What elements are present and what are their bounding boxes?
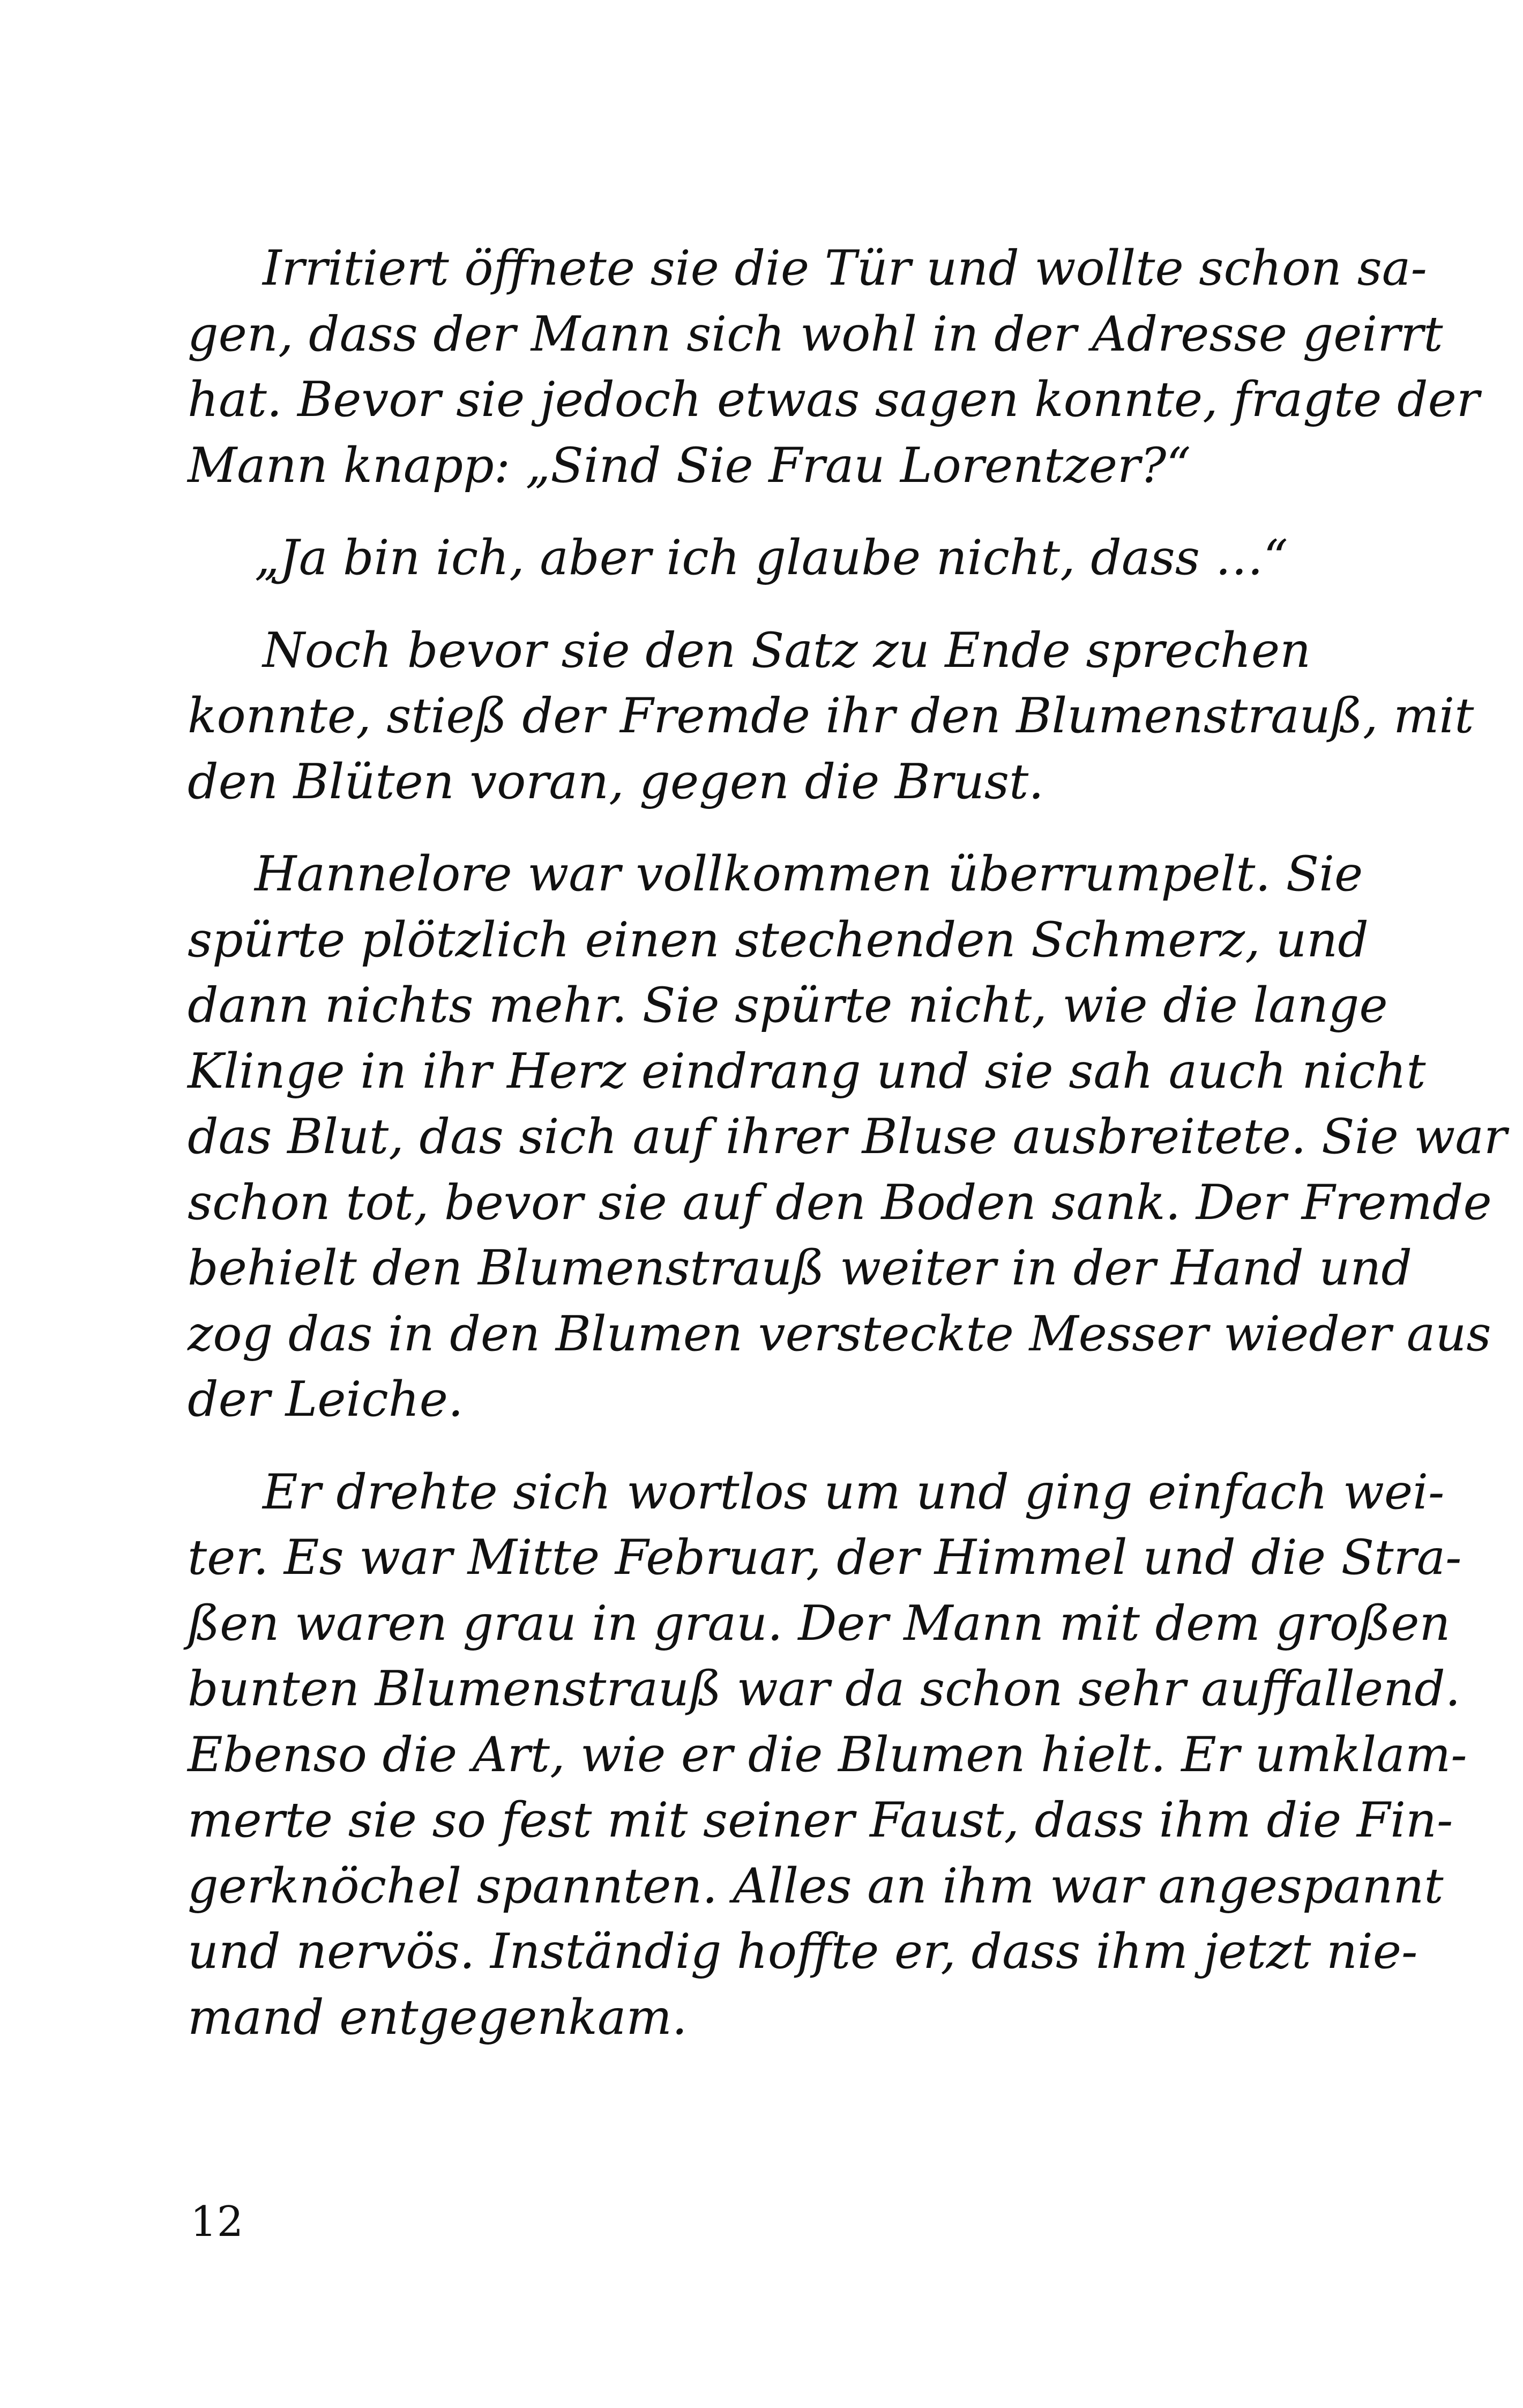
body-text	[188, 236, 1507, 2077]
text-line: Mann knapp: „Sind Sie Frau Lorentzer?“	[188, 437, 1191, 494]
text-line: ter. Es war Mitte Februar, der Himmel und die Stra-	[188, 1529, 1462, 1586]
text-line: hat. Bevor sie jedoch etwas sagen konnte, fragte der	[188, 371, 1480, 428]
text-line: den Blüten voran, gegen die Brust.	[188, 753, 1044, 810]
text-line: spürte plötzlich einen stechenden Schmerz, und	[188, 911, 1369, 968]
text-line: Noch bevor sie den Satz zu Ende sprechen	[263, 622, 1311, 679]
paragraph-1	[188, 236, 1480, 499]
text-line: merte sie so fest mit seiner Faust, dass ihm die Fin-	[188, 1792, 1453, 1848]
text-line: bunten Blumenstrauß war da schon sehr auffallend.	[188, 1661, 1461, 1717]
text-line: gen, dass der Mann sich wohl in der Adresse geirrt	[188, 306, 1443, 362]
text-line: mand entgegenkam.	[188, 1989, 688, 2046]
text-line: konnte, stieß der Fremde ihr den Blumenstrauß, mit	[188, 688, 1474, 744]
text-line: Er drehte sich wortlos um und ging einfach wei-	[263, 1463, 1445, 1520]
text-line: ßen waren grau in grau. Der Mann mit dem großen	[188, 1595, 1451, 1652]
text-line: Klinge in ihr Herz eindrang und sie sah auch nicht	[188, 1043, 1426, 1099]
text-line: gerknöchel spannten. Alles an ihm war angespannt	[188, 1857, 1444, 1914]
text-line: das Blut, das sich auf ihrer Bluse ausbreitete. Sie war	[188, 1109, 1507, 1165]
paragraph-2	[188, 525, 1300, 591]
page-number: 12	[190, 2198, 244, 2246]
paragraph-3	[188, 618, 1474, 815]
text-line: zog das in den Blumen versteckte Messer wieder aus	[188, 1305, 1491, 1362]
text-line: Ebenso die Art, wie er die Blumen hielt. Er umklam-	[188, 1726, 1467, 1783]
text-line: dann nichts mehr. Sie spürte nicht, wie die lange	[188, 977, 1388, 1034]
paragraph-5	[188, 1460, 1467, 2051]
paragraph-4	[188, 842, 1507, 1433]
text-line: behielt den Blumenstrauß weiter in der Hand und	[188, 1240, 1412, 1296]
text-line: und nervös. Inständig hoffte er, dass ihm jetzt nie-	[188, 1923, 1418, 1980]
text-line: Hannelore war vollkommen überrumpelt. Sie	[255, 846, 1363, 902]
text-line: der Leiche.	[188, 1371, 464, 1428]
text-line: Irritiert öffnete sie die Tür und wollte schon sa-	[263, 240, 1427, 296]
text-line: schon tot, bevor sie auf den Boden sank. Der Fremde	[188, 1174, 1492, 1231]
text-line: „Ja bin ich, aber ich glaube nicht, dass …“	[255, 530, 1288, 586]
